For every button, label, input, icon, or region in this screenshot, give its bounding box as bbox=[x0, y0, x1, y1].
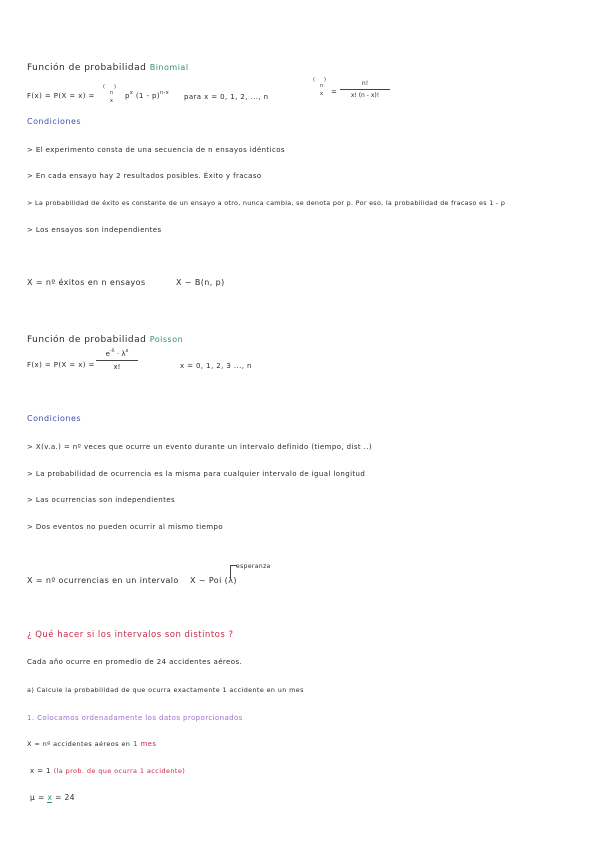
binomial-condition-2: > En cada ensayo hay 2 resultados posibles. Éxito y fracaso bbox=[27, 172, 262, 180]
question-mu-highlight: x bbox=[47, 793, 53, 802]
binomial-condition-1: > El experimento consta de una secuencia de n ensayos idénticos bbox=[27, 146, 285, 154]
binomial-condition-3: > La probabilidad de éxito es constante de un ensayo a otro, nunca cambia, se denota por p. Por eso, la probabilidad de fracaso es 1 - p bbox=[27, 199, 506, 207]
question-var-prefix: X = nº accidentes aéreos en bbox=[27, 740, 131, 748]
question-x bbox=[30, 767, 185, 775]
poisson-formula-left: F(x) = P(X = x) = bbox=[27, 361, 95, 369]
poisson-den: x! bbox=[113, 363, 121, 371]
binomial-title-prefix: Función de probabilidad bbox=[27, 63, 147, 73]
poisson-title-prefix: Función de probabilidad bbox=[27, 335, 147, 345]
poisson-range: x = 0, 1, 2, 3 ..., n bbox=[180, 362, 252, 370]
question-step-1: 1. Colocamos ordenadamente los datos proporcionados bbox=[27, 714, 243, 722]
binomial-formula bbox=[27, 92, 95, 100]
poisson-title-name: Poisson bbox=[149, 335, 184, 344]
question-mu-tail: = 24 bbox=[55, 793, 75, 802]
binomial-title-name: Binomial bbox=[149, 63, 189, 72]
poisson-fraction bbox=[96, 350, 138, 371]
coef-top: n bbox=[320, 83, 324, 89]
poisson-conditions-title: Condiciones bbox=[27, 414, 82, 423]
question-mu-prefix: μ = bbox=[30, 793, 48, 802]
question-x-note: (la prob. de que ocurra 1 accidente) bbox=[53, 767, 186, 775]
binomial-condition-4: > Los ensayos son independientes bbox=[27, 226, 162, 234]
binomial-conditions-title: Condiciones bbox=[27, 117, 82, 126]
binomial-formula-rest bbox=[125, 92, 169, 100]
binomial-exp2: n-x bbox=[159, 90, 170, 96]
question-title: ¿ Qué hacer si los intervalos son distintos ? bbox=[27, 630, 234, 640]
esperanza-note: esperanza bbox=[236, 563, 271, 570]
poisson-num: $e^{-\lambda} \cdot \lambda^x$ bbox=[105, 348, 129, 358]
binomial-title bbox=[27, 63, 189, 73]
coef-fraction bbox=[340, 80, 390, 99]
coef-eq: = bbox=[331, 88, 338, 96]
binomial-variable: X = nº éxitos en n ensayos bbox=[27, 278, 146, 287]
coef-bottom: x bbox=[320, 91, 323, 97]
poisson-condition-4: > Dos eventos no pueden ocurrir al mismo tiempo bbox=[27, 523, 224, 531]
binomial-exp1: x bbox=[129, 90, 134, 96]
binomial-range: para x = 0, 1, 2, ..., n bbox=[184, 93, 269, 101]
poisson-variable: X = nº ocurrencias en un intervalo bbox=[27, 576, 179, 585]
binomial-coefficient: ( n x ) bbox=[103, 84, 116, 104]
binom-bottom: x bbox=[110, 98, 113, 104]
binomial-formula-left: F(x) = P(X = x) = bbox=[27, 92, 95, 100]
question-variable bbox=[27, 740, 156, 748]
coef-definition-binom: ( n x ) bbox=[313, 77, 326, 97]
question-var-highlight: 1 mes bbox=[132, 740, 157, 748]
binom-top: n bbox=[110, 90, 114, 96]
binomial-distribution: X ~ B(n, p) bbox=[176, 278, 225, 287]
poisson-title bbox=[27, 335, 183, 345]
question-mu bbox=[30, 793, 75, 802]
poisson-distribution: X ~ Poi (λ) bbox=[190, 576, 237, 585]
question-statement: Cada año ocurre en promedio de 24 accidentes aéreos. bbox=[27, 658, 243, 666]
binomial-p: p bbox=[125, 92, 130, 100]
question-x-prefix: x = 1 bbox=[30, 767, 51, 775]
poisson-condition-2: > La probabilidad de ocurrencia es la misma para cualquier intervalo de igual longitud bbox=[27, 470, 366, 478]
coef-den: x! (n - x)! bbox=[350, 92, 380, 99]
poisson-condition-3: > Las ocurrencias son independientes bbox=[27, 496, 176, 504]
question-part-a: a) Calcule la probabilidad de que ocurra exactamente 1 accidente en un mes bbox=[27, 686, 304, 694]
binomial-tail: (1 - p) bbox=[135, 92, 160, 100]
coef-num: n! bbox=[361, 80, 369, 87]
poisson-condition-1: > X(v.a.) = nº veces que ocurre un evento durante un intervalo definido (tiempo, dist ..) bbox=[27, 443, 373, 451]
